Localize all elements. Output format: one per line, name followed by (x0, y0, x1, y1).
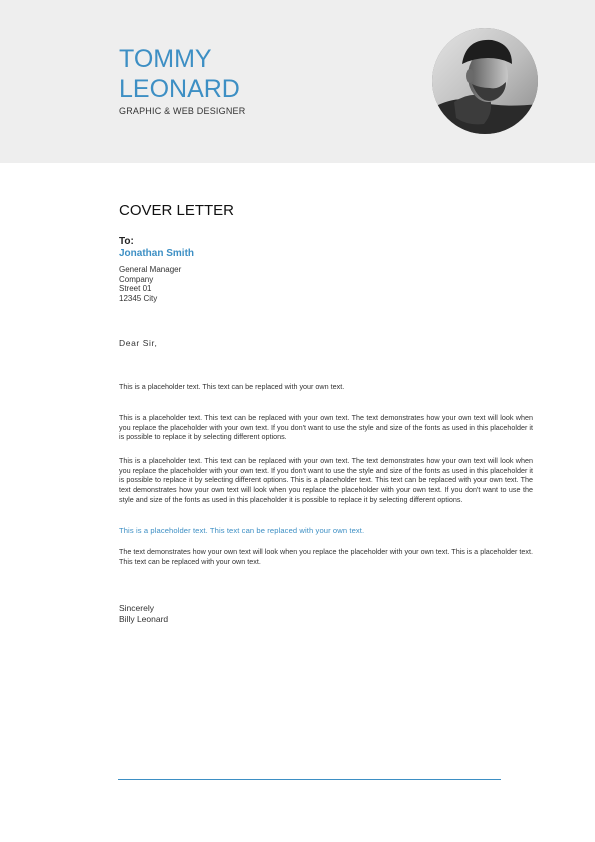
applicant-name (119, 44, 240, 104)
salutation: Dear Sir, (119, 338, 158, 348)
address-line: Company (119, 274, 154, 284)
first-name: TOMMY (119, 45, 212, 73)
recipient-address (119, 265, 181, 303)
job-title: GRAPHIC & WEB DESIGNER (119, 106, 246, 116)
body-paragraph: This is a placeholder text. This text can be replaced with your own text. (119, 382, 345, 391)
recipient-name: Jonathan Smith (119, 248, 195, 259)
footer-divider (118, 779, 501, 780)
body-paragraph: The text demonstrates how your own text will look when you replace the placeholder with your own text. This is a placeholder text. This text can be replaced with your own text. (119, 547, 533, 566)
highlighted-paragraph: This is a placeholder text. This text can be replaced with your own text. (119, 526, 365, 535)
body-paragraph: This is a placeholder text. This text can be replaced with your own text. The text demonstrates how your own text will look when you replace the placeholder with your own text. If you don't want to use the style and size of the fonts as used in this placeholder it is possible to replace it by selecting different options. (119, 413, 533, 442)
address-line: 12345 City (119, 293, 158, 303)
document-title: COVER LETTER (119, 202, 235, 219)
body-paragraph: This is a placeholder text. This text can be replaced with your own text. The text demonstrates how your own text will look when you replace the placeholder with your own text. If you don't want to use the style and size of the fonts as used in this placeholder it is possible to replace it by selecting different options. This is a placeholder text. This text can be replaced with your own text. The text demonstrates how your own text will look when you replace the placeholder with your own text. If you don't want to use the style and size of the fonts as used in this placeholder it is possible to replace it by selecting different options. (119, 456, 533, 504)
to-label: To: (119, 236, 134, 247)
last-name: LEONARD (119, 75, 240, 103)
address-line: General Manager (119, 265, 182, 274)
closing-text: Sincerely (119, 603, 154, 613)
address-line: Street 01 (119, 284, 152, 294)
closing-block (119, 603, 168, 625)
header-band (0, 0, 595, 163)
profile-photo (432, 28, 538, 134)
signature-name: Billy Leonard (119, 614, 169, 624)
